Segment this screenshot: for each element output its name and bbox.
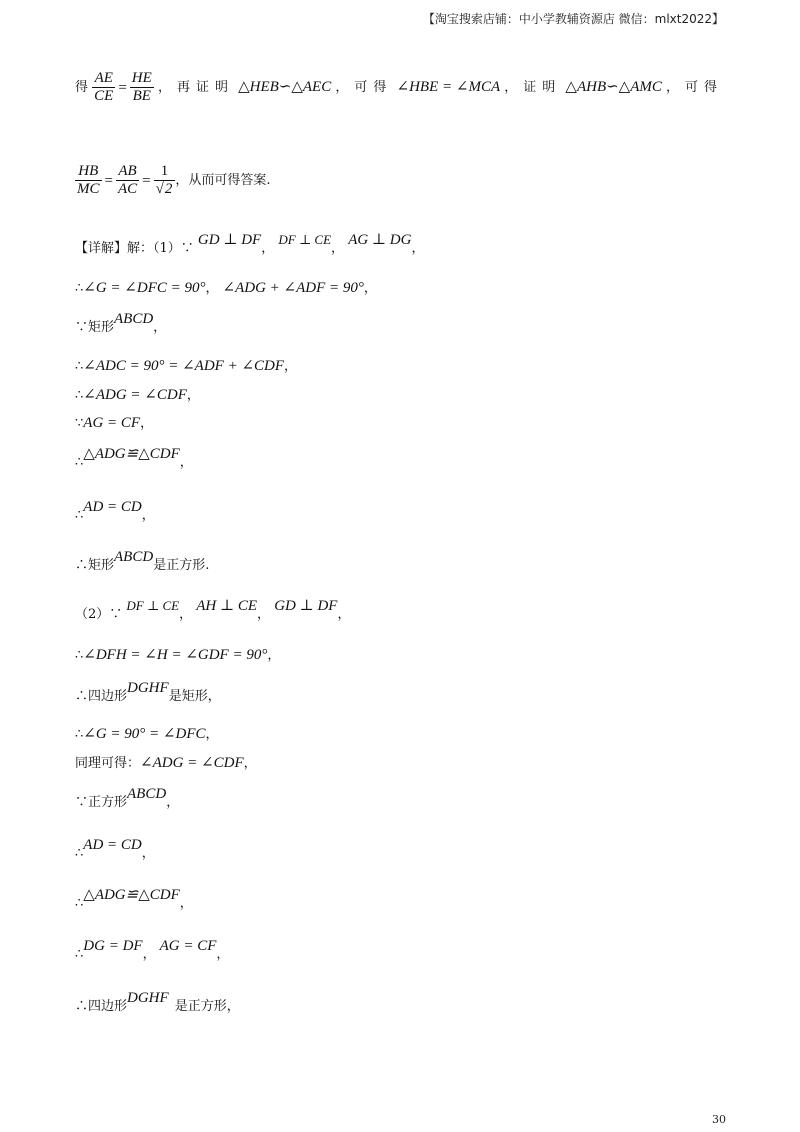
- part2-line-1: ∴∠DFH = ∠H = ∠GDF = 90°，: [75, 647, 281, 663]
- fraction-he-be: $\frac{HE}{BE}$: [131, 70, 152, 104]
- math-similar-1: △HEB∽△AEC: [238, 79, 332, 95]
- analysis-line-2: $\frac{HB}{MC}$ = $\frac{AB}{AC}$ = $\frac{1}{√2}$ ，从而可得答案.: [77, 163, 271, 197]
- part2-line-9: ∴四边形DGHF是正方形，: [75, 990, 240, 1014]
- math-similar-2: △AHB∽△AMC: [565, 79, 662, 95]
- part2-line-4: 同理可得：∠ADG = ∠CDF，: [75, 755, 257, 771]
- proof-line-8: ∴矩形ABCD是正方形.: [75, 549, 210, 573]
- analysis-line-1: 得 $\frac{AE}{CE}$ = $\frac{HE}{BE}$ ，再证明 △HEB∽△AEC ，可得 ∠HBE = ∠MCA ，证明 △AHB∽△AMC ，可得: [75, 70, 724, 104]
- math-angle-eq: ∠HBE = ∠MCA: [396, 79, 501, 95]
- fraction-ae-ce: $\frac{AE}{CE}$: [94, 70, 114, 104]
- part2-line-8: ∴DG = DF，AG = CF，: [75, 938, 230, 962]
- proof-line-7: ∴AD = CD，: [75, 499, 155, 523]
- proof-line-4: ∴∠ADG = ∠CDF，: [75, 387, 200, 403]
- text-de: 得: [75, 80, 89, 95]
- part2-line-6: ∴AD = CD，: [75, 837, 155, 861]
- part2-intro: （2）∵ DF ⊥ CE， AH ⊥ CE， GD ⊥ DF，: [75, 598, 351, 622]
- proof-line-1: ∴∠G = ∠DFC = 90°， ∠ADG + ∠ADF = 90°，: [75, 280, 377, 296]
- part2-line-3: ∴∠G = 90° = ∠DFC，: [75, 726, 219, 742]
- proof-line-5: ∵AG = CF，: [75, 415, 154, 431]
- part2-line-7: ∴△ADG≌△CDF，: [75, 887, 193, 911]
- proof-line-2: ∵矩形ABCD，: [75, 311, 167, 335]
- page-header: 【淘宝搜索店铺：中小学教辅资源店 微信：mlxt2022】: [422, 12, 724, 26]
- part2-line-2: ∴四边形DGHF是矩形，: [75, 680, 221, 704]
- proof-line-6: ∴△ADG≌△CDF，: [75, 446, 193, 470]
- fraction-hb-mc: $\frac{HB}{MC}$: [77, 163, 100, 197]
- page-number: 30: [712, 1113, 726, 1126]
- part2-line-5: ∵正方形ABCD，: [75, 786, 180, 810]
- solution-intro: 【详解】解：（1）∵ GD ⊥ DF， DF ⊥ CE， AG ⊥ DG，: [75, 232, 425, 256]
- proof-line-3: ∴∠ADC = 90° = ∠ADF + ∠CDF，: [75, 358, 298, 374]
- fraction-one-sqrt2: $\frac{1}{√2}$: [154, 163, 176, 198]
- fraction-ab-ac: $\frac{AB}{AC}$: [117, 163, 138, 197]
